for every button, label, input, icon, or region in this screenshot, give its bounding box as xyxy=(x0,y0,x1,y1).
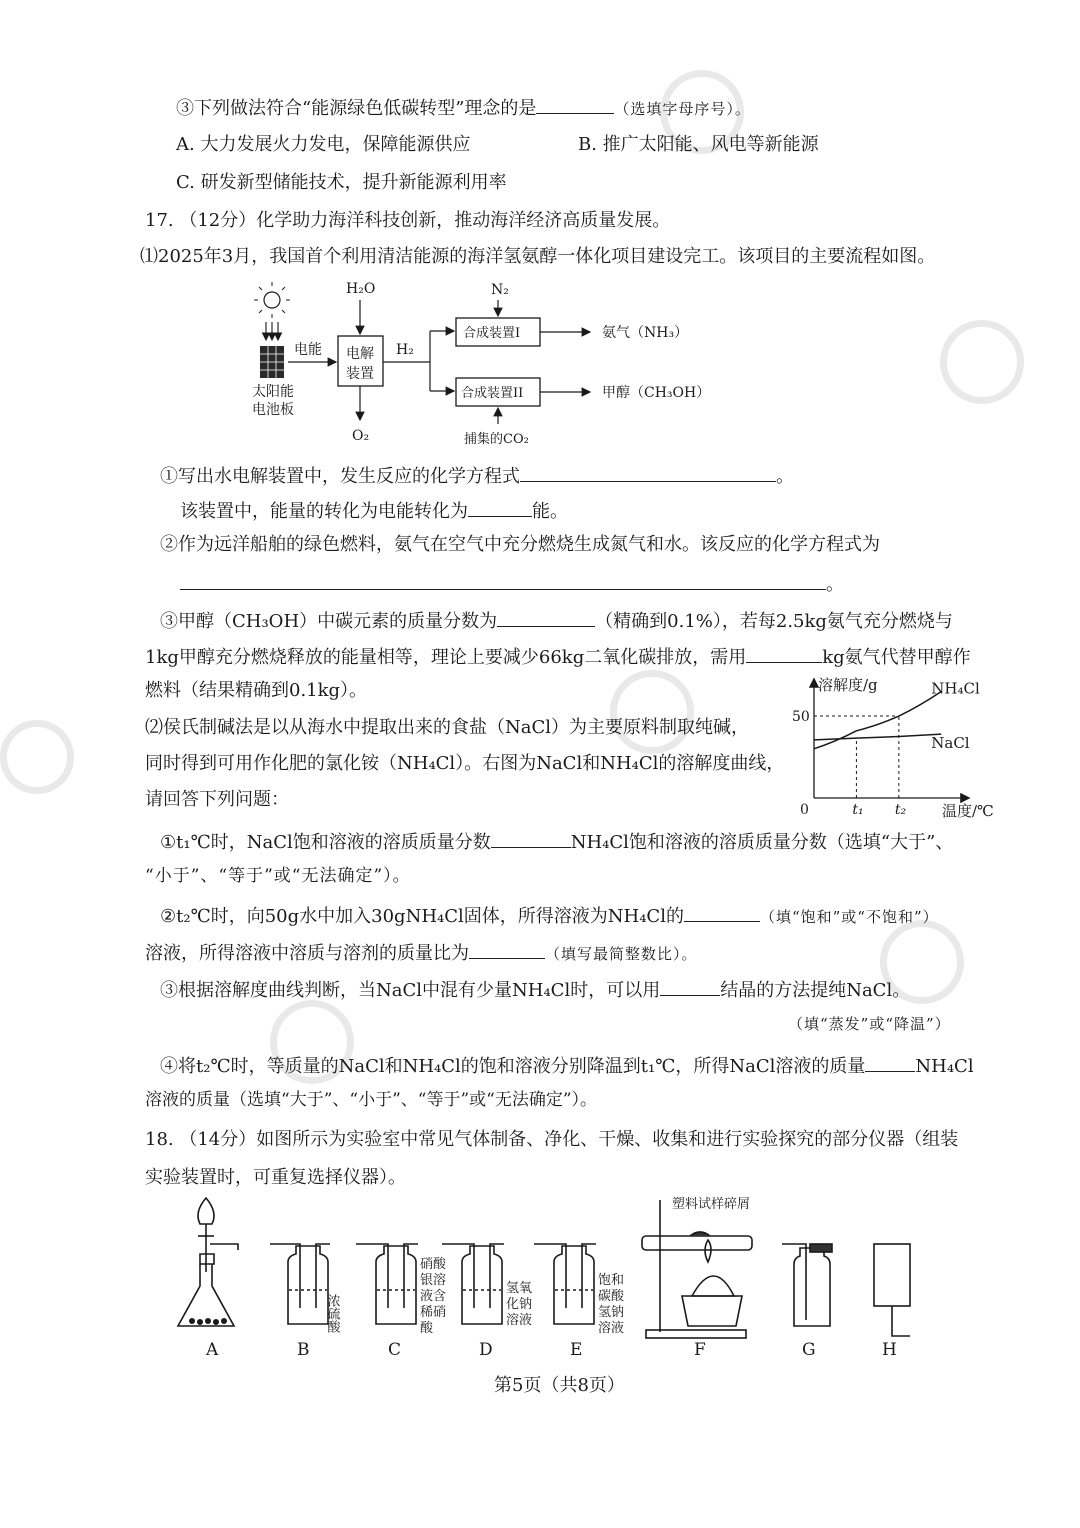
q17-2-1-text-b: NH₄Cl饱和溶液的溶质质量分数（选填“大于”、 xyxy=(570,832,954,853)
apparatus-g xyxy=(782,1244,832,1326)
q17-2-3-l1 xyxy=(160,977,910,1002)
solar-label-2: 电池板 xyxy=(252,402,294,418)
series-line-nh4cl xyxy=(814,691,941,748)
answer-blank[interactable] xyxy=(469,940,545,959)
label-e: E xyxy=(570,1340,583,1360)
answer-blank[interactable] xyxy=(660,977,720,996)
series-line-nacl xyxy=(814,734,941,740)
sample-f-label: 塑料试样碎屑 xyxy=(672,1197,751,1212)
q17-1-1b xyxy=(180,498,568,523)
q17-part1-intro: ⑴2025年3月，我国首个利用清洁能源的海洋氢氨醇一体化项目建设完工。该项目的主要流程如图。 xyxy=(140,246,936,267)
liquid-b: 浓硫酸 xyxy=(324,1294,340,1333)
q17-part2-l2: 同时得到可用作化肥的氯化铵（NH₄Cl）。右图为NaCl和NH₄Cl的溶解度曲线， xyxy=(145,753,785,774)
q17-1-3-l1 xyxy=(160,608,953,633)
oxygen-label: O₂ xyxy=(352,428,370,444)
q17-2-2-l1 xyxy=(160,903,939,928)
q17-2-4-l2: 溶液的质量（选填“大于”、“小于”、“等于”或“无法确定”）。 xyxy=(145,1090,598,1110)
q17-2-4-text-b: NH₄Cl xyxy=(915,1056,974,1077)
q17-2-2-text-b: （填“饱和”或“不饱和”） xyxy=(759,908,939,926)
answer-blank[interactable] xyxy=(865,1053,915,1072)
q17-2-4-l1 xyxy=(160,1053,974,1078)
q17-1-3-text-c: 1kg甲醇充分燃烧释放的能量相等，理论上要减少66kg二氧化碳排放，需用 xyxy=(145,647,747,668)
apparatus-figure xyxy=(170,1192,930,1362)
q17-1-1 xyxy=(160,463,794,488)
q17-1-3-text-a: ③甲醇（CH₃OH）中碳元素的质量分数为 xyxy=(160,611,498,632)
q16-option-c: C. 研发新型储能技术，提升新能源利用率 xyxy=(176,172,507,193)
q18-header-l2: 实验装置时，可重复选择仪器）。 xyxy=(145,1167,406,1188)
apparatus-c xyxy=(356,1244,418,1324)
answer-blank[interactable] xyxy=(491,829,571,848)
apparatus-b xyxy=(270,1244,330,1324)
answer-blank[interactable] xyxy=(497,608,595,627)
legend-nh4cl: NH₄Cl xyxy=(931,679,980,698)
q17-2-2-text-c: 溶液，所得溶液中溶质与溶剂的质量比为 xyxy=(145,943,469,964)
x-tick-t2: t₂ xyxy=(894,802,907,818)
hydrogen-label: H₂ xyxy=(396,342,414,358)
solar-panel-icon xyxy=(260,346,284,378)
q17-2-2-text-a: ②t₂℃时，向50g水中加入30gNH₄Cl固体，所得溶液为NH₄Cl的 xyxy=(160,906,684,927)
nitrogen-label: N₂ xyxy=(491,282,509,298)
q17-1-2: ②作为远洋船舶的绿色燃料，氨气在空气中充分燃烧生成氮气和水。该反应的化学方程式为 xyxy=(160,534,880,555)
q17-2-1-l1 xyxy=(160,829,953,854)
label-c: C xyxy=(388,1340,402,1360)
q17-part2-l3: 请回答下列问题： xyxy=(145,789,289,810)
q17-1-1-text: ①写出水电解装置中，发生反应的化学方程式 xyxy=(160,466,520,487)
q17-2-4-text-a: ④将t₂℃时，等质量的NaCl和NH₄Cl的饱和溶液分别降温到t₁℃，所得NaCl溶液的质量 xyxy=(160,1056,866,1077)
answer-blank[interactable] xyxy=(746,644,822,663)
label-h: H xyxy=(882,1340,897,1360)
solubility-chart xyxy=(786,672,996,822)
q17-1-3-l2 xyxy=(145,644,971,669)
liquid-c-3: 液含 xyxy=(420,1289,447,1304)
liquid-e-2: 碳酸 xyxy=(598,1289,625,1304)
q17-2-1-l2: “小于”、“等于”或“无法确定”）。 xyxy=(145,866,411,886)
q17-1-1-end: 。 xyxy=(776,466,794,487)
watermark-ring xyxy=(940,320,1024,404)
electrolyzer-label-2: 装置 xyxy=(346,366,374,382)
liquid-c-5: 酸 xyxy=(420,1321,434,1336)
legend-nacl: NaCl xyxy=(931,734,970,753)
label-d: D xyxy=(479,1340,493,1360)
origin-label: 0 xyxy=(800,802,809,818)
liquid-c-4: 稀硝 xyxy=(420,1305,447,1320)
q17-2-2-text-d: （填写最简整数比）。 xyxy=(545,945,698,963)
q17-1-3-text-d: kg氨气代替甲醇作 xyxy=(822,647,971,668)
watermark-ring xyxy=(0,720,74,794)
q17-part2-l1: ⑵侯氏制碱法是以从海水中提取出来的食盐（NaCl）为主要原料制取纯碱， xyxy=(145,717,750,738)
q17-2-3-text-a: ③根据溶解度曲线判断，当NaCl中混有少量NH₄Cl时，可以用 xyxy=(160,980,661,1001)
liquid-c-2: 银溶 xyxy=(420,1273,447,1288)
synthesis-unit-1-label: 合成装置I xyxy=(463,326,521,341)
q16-3-stem xyxy=(176,95,751,120)
liquid-e-4: 溶液 xyxy=(598,1321,625,1336)
liquid-c-1: 硝酸 xyxy=(420,1257,447,1272)
label-a: A xyxy=(206,1340,219,1360)
liquid-d-1: 氢氧 xyxy=(506,1281,533,1296)
q17-2-1-text-a: ①t₁℃时，NaCl饱和溶液的溶质质量分数 xyxy=(160,832,491,853)
electrolyzer-label-1: 电解 xyxy=(346,346,374,362)
label-b: B xyxy=(297,1340,310,1360)
q17-1-3-l3: 燃料（结果精确到0.1kg）。 xyxy=(145,680,368,701)
answer-blank[interactable] xyxy=(468,498,532,517)
electric-energy-label: 电能 xyxy=(294,342,322,358)
q17-1-1b-text: 该装置中，能量的转化为电能转化为 xyxy=(180,501,468,522)
page-footer: 第5页（共8页） xyxy=(494,1375,625,1396)
q17-1-1b-post: 能。 xyxy=(532,501,568,522)
q17-2-3-hint: （填“蒸发”或“降温”） xyxy=(788,1015,951,1033)
synthesis-unit-2-label: 合成装置II xyxy=(461,386,524,401)
y-axis-label: 溶解度/g xyxy=(818,676,878,694)
q17-1-3-text-b: （精确到0.1%），若每2.5kg氨气充分燃烧与 xyxy=(595,611,953,632)
x-axis-label: 温度/℃ xyxy=(942,802,994,820)
apparatus-e xyxy=(534,1244,596,1324)
methanol-label: 甲醇（CH₃OH） xyxy=(602,385,711,401)
watermark-ring xyxy=(610,670,694,754)
water-label: H₂O xyxy=(346,281,376,297)
q16-option-a: A. 大力发展火力发电，保障能源供应 xyxy=(176,134,471,155)
q17-1-2-end: 。 xyxy=(826,574,844,595)
liquid-d-3: 溶液 xyxy=(506,1313,533,1328)
q17-2-3-text-b: 结晶的方法提纯NaCl。 xyxy=(720,980,911,1001)
q17-header: 17. （12分）化学助力海洋科技创新，推动海洋经济高质量发展。 xyxy=(145,210,671,231)
q18-header-l1: 18. （14分）如图所示为实验室中常见气体制备、净化、干燥、收集和进行实验探究的部分仪器（组装 xyxy=(145,1129,959,1150)
solar-label-1: 太阳能 xyxy=(252,384,294,400)
liquid-e-1: 饱和 xyxy=(598,1273,625,1288)
q16-3-hint: （选填字母序号）。 xyxy=(614,100,751,118)
y-tick-50: 50 xyxy=(792,709,810,726)
q17-2-2-l2 xyxy=(145,940,698,965)
co2-label: 捕集的CO₂ xyxy=(464,432,529,447)
q16-option-b: B. 推广太阳能、风电等新能源 xyxy=(578,134,819,155)
apparatus-a xyxy=(178,1198,238,1326)
answer-blank[interactable] xyxy=(684,903,760,922)
answer-blank[interactable] xyxy=(180,571,826,590)
liquid-e-3: 氢钠 xyxy=(598,1305,625,1320)
apparatus-d xyxy=(442,1244,504,1324)
q16-3-stem-text: ③下列做法符合“能源绿色低碳转型”理念的是 xyxy=(176,98,537,119)
liquid-d-2: 化钠 xyxy=(506,1297,533,1312)
apparatus-h xyxy=(874,1244,910,1336)
sun-icon xyxy=(254,282,290,318)
ammonia-label: 氨气（NH₃） xyxy=(602,325,689,341)
label-g: G xyxy=(802,1340,816,1360)
apparatus-f xyxy=(642,1200,752,1338)
q17-1-2-answer xyxy=(180,571,844,596)
x-tick-t1: t₁ xyxy=(852,802,864,818)
answer-blank[interactable] xyxy=(520,463,776,482)
answer-blank[interactable] xyxy=(536,95,614,114)
label-f: F xyxy=(694,1340,706,1360)
flow-diagram xyxy=(240,278,760,450)
